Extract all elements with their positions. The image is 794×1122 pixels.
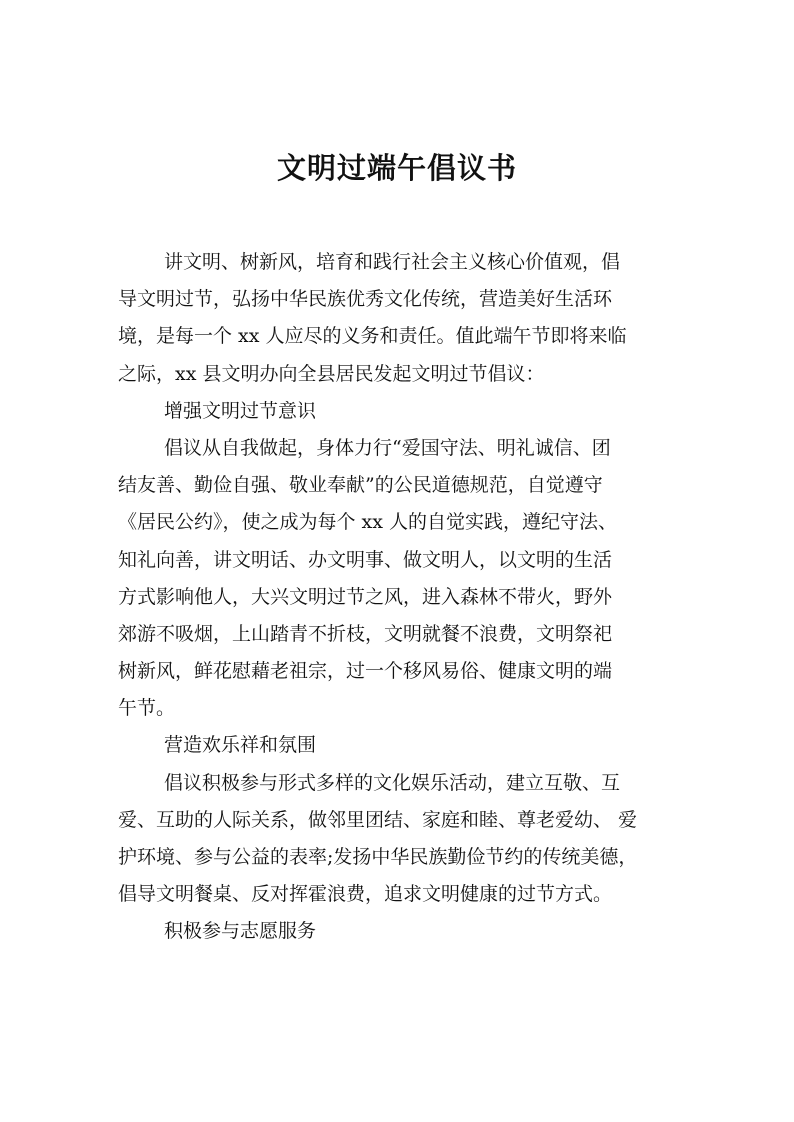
body-text-line: 午节。 bbox=[118, 697, 176, 720]
body-text-line: 方式影响他人，大兴文明过节之风，进入森林不带火，野外 bbox=[118, 585, 613, 608]
body-text-line: 郊游不吸烟，上山踏青不折枝，文明就餐不浪费，文明祭祀 bbox=[118, 622, 613, 645]
body-text-line: 增强文明过节意识 bbox=[164, 399, 317, 422]
body-text-line: 结友善、勤俭自强、敬业奉献”的公民道德规范，自觉遵守 bbox=[118, 474, 603, 497]
document-body bbox=[118, 244, 690, 951]
body-text-line: 营造欢乐祥和氛围 bbox=[164, 734, 317, 757]
body-text-line: 倡导文明餐桌、反对挥霍浪费，追求文明健康的过节方式。 bbox=[118, 883, 613, 906]
body-text-line: 树新风，鲜花慰藉老祖宗，过一个移风易俗、健康文明的端 bbox=[118, 660, 613, 683]
body-text-line: 知礼向善，讲文明话、办文明事、做文明人，以文明的生活 bbox=[118, 548, 613, 571]
body-text-line: 倡议从自我做起，身体力行“爱国守法、明礼诚信、团 bbox=[164, 436, 611, 459]
body-text-line: 爱、互助的人际关系，做邻里团结、家庭和睦、尊老爱幼、 爱 bbox=[118, 808, 638, 831]
body-text-line: 倡议积极参与形式多样的文化娱乐活动，建立互敬、互 bbox=[164, 771, 621, 794]
body-text-line: 境，是每一个 xx 人应尽的义务和责任。值此端午节即将来临 bbox=[118, 325, 627, 348]
body-text-line: 之际，xx 县文明办向全县居民发起文明过节倡议： bbox=[118, 362, 545, 385]
body-text-line: 护环境、参与公益的表率;发扬中华民族勤俭节约的传统美德， bbox=[118, 846, 638, 868]
body-text-line: 导文明过节，弘扬中华民族优秀文化传统，营造美好生活环 bbox=[118, 288, 613, 311]
body-text-line: 积极参与志愿服务 bbox=[164, 920, 317, 943]
document-title: 文明过端午倡议书 bbox=[276, 151, 517, 185]
body-text-line: 《居民公约》，使之成为每个 xx 人的自觉实践，遵纪守法、 bbox=[118, 511, 618, 534]
body-text-line: 讲文明、树新风，培育和践行社会主义核心价值观，倡 bbox=[164, 251, 621, 273]
